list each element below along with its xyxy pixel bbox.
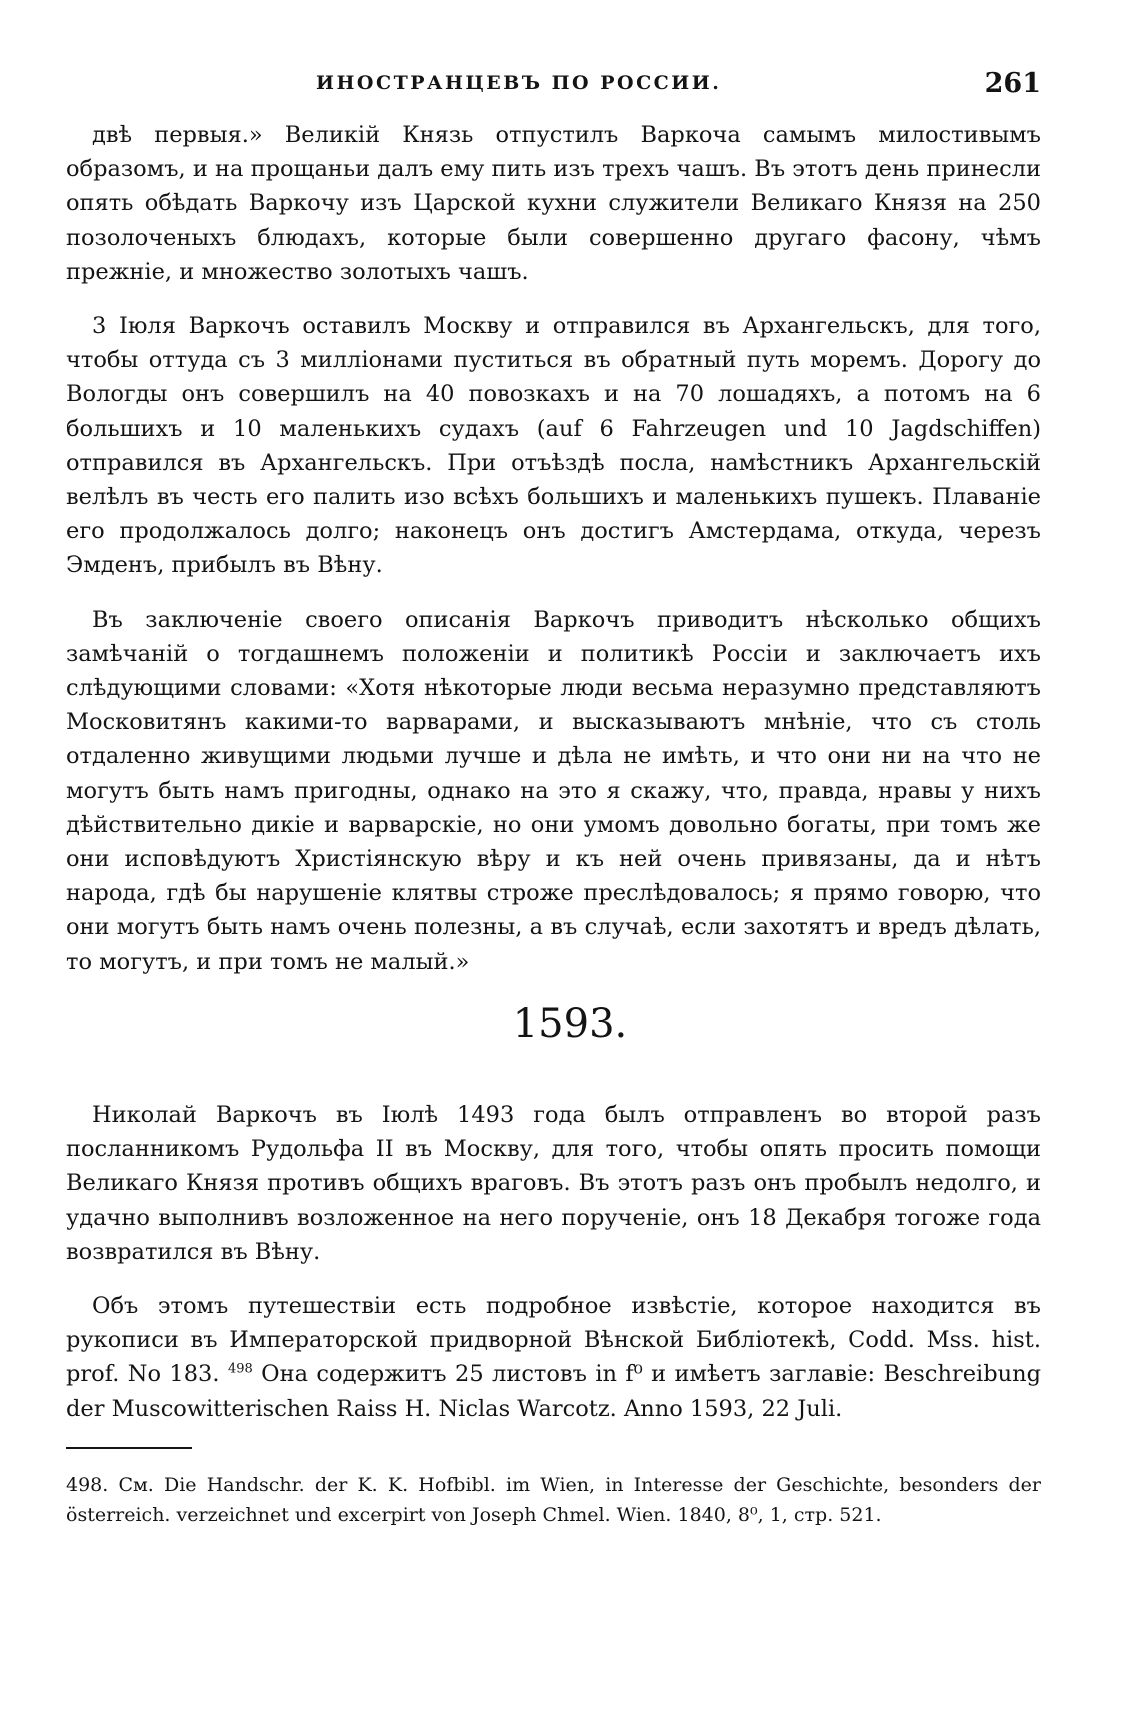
body-text-top	[66, 118, 1041, 979]
running-header	[66, 68, 1041, 108]
paragraph-continuation: двѣ первыя.» Великій Князь отпустилъ Варкоча самымъ милостивымъ образомъ, и на прощаньи далъ ему пить изъ трехъ чашъ. Въ этотъ день принесли опять обѣдать Варкочу изъ Царской кухни служители Великаго Князя на 250 позолоченыхъ блюдахъ, которые были совершенно другаго фасону, чѣмъ прежніе, и множество золотыхъ чашъ.	[66, 122, 1041, 285]
manuscript-text-start: Объ этомъ путешествіи есть подробное извѣстіе, которое находится въ рукописи въ Императорской придворной Вѣнской Библіотекѣ, Codd. Mss. hist. prof. No 183.	[66, 1293, 1041, 1388]
paragraph-departure: 3 Іюля Варкочъ оставилъ Москву и отправился въ Архангельскъ, для того, чтобы оттуда съ 3 милліонами пуститься въ обратный путь моремъ. Дорогу до Вологды онъ совершилъ на 40 повозкахъ и на 70 лошадяхъ, а потомъ на 6 большихъ и 10 маленькихъ судахъ (auf 6 Fahrzeugen und 10 Jagdschiffen) отправился въ Архангельскъ. При отъѣздѣ посла, намѣстникъ Архангельскій велѣлъ въ честь его палить изо всѣхъ большихъ и маленькихъ пушекъ. Плаваніе его продолжалось долго; наконецъ онъ достигъ Амстердама, откуда, черезъ Эмденъ, прибылъ въ Вѣну.	[66, 313, 1041, 579]
paragraph-manuscript	[66, 1289, 1041, 1426]
section-heading-year: 1593.	[512, 1001, 628, 1047]
manuscript-text-end: Она содержитъ 25 листовъ in f⁰ и имѣетъ заглавіе: Beschreibung der Muscowitterischen Raiss H. Niclas Warcotz. Anno 1593, 22 Juli.	[66, 1361, 1041, 1422]
body-text-bottom	[66, 1098, 1041, 1426]
paragraph-conclusion: Въ заключеніе своего описанія Варкочъ приводитъ нѣсколько общихъ замѣчаній о тогдашнемъ положеніи и политикѣ Россіи и заключаетъ ихъ слѣдующими словами: «Хотя нѣкоторые люди весьма неразумно представляютъ Московитянъ какими-то варварами, и высказываютъ мнѣніе, что съ столь отдаленно живущими людьми лучше и дѣла не имѣть, и что они ни на что не могутъ быть намъ пригодны, однако на это я скажу, что, правда, нравы у нихъ дѣйствительно дикіе и варварскіе, но они умомъ довольно богаты, при томъ же они исповѣдуютъ Христіянскую вѣру и къ ней очень привязаны, да и нѣтъ народа, гдѣ бы нарушеніе клятвы строже преслѣдовалось; я прямо говорю, что они могутъ быть намъ очень полезны, а въ случаѣ, если захотятъ и вредъ дѣлать, то могутъ, и при томъ не малый.»	[66, 606, 1041, 975]
footnote-498: 498. См. Die Handschr. der K. K. Hofbibl. im Wien, in Interesse der Geschichte, besonders der österreich. verzeichnet und excerpirt von Joseph Chmel. Wien. 1840, 8⁰, 1, стр. 521.	[66, 1474, 1041, 1526]
footnote-reference[interactable]: 498	[227, 1361, 253, 1377]
footnote-divider	[66, 1447, 192, 1449]
paragraph-second-embassy: Николай Варкочъ въ Іюлѣ 1493 года былъ отправленъ во второй разъ посланникомъ Рудольфа II въ Москву, для того, чтобы опять просить помощи Великаго Князя противъ общихъ враговъ. Въ этотъ разъ онъ пробылъ недолго, и удачно выполнивъ возложенное на него порученіе, онъ 18 Декабря тогоже года возвратился въ Вѣну.	[66, 1102, 1041, 1265]
running-title: ИНОСТРАНЦЕВЪ ПО РОССИИ.	[316, 72, 722, 94]
page-number: 261	[984, 68, 1041, 99]
